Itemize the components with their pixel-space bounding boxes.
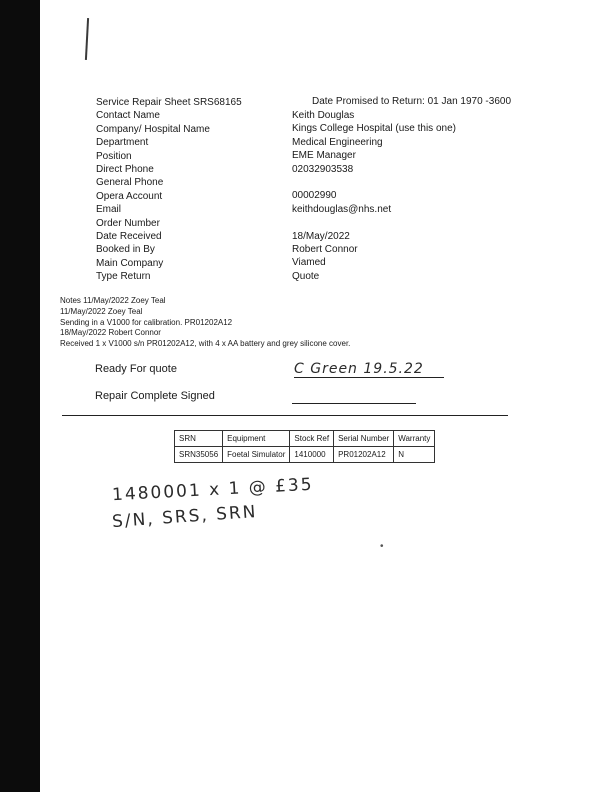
- label-type-return: Type Return: [96, 271, 151, 283]
- label-contact-name: Contact Name: [96, 110, 160, 122]
- cell-srn: SRN35056: [175, 447, 223, 463]
- col-stock-ref: Stock Ref: [290, 431, 334, 447]
- cell-equipment: Foetal Simulator: [223, 447, 290, 463]
- value-general-phone: [292, 176, 532, 189]
- value-order-number: [292, 216, 532, 229]
- col-warranty: Warranty: [394, 431, 435, 447]
- label-booked-in-by: Booked in By: [96, 244, 155, 256]
- value-position: EME Manager: [292, 150, 356, 162]
- value-date-received: 18/May/2022: [292, 230, 350, 242]
- label-date-received: Date Received: [96, 230, 162, 242]
- note-line: 18/May/2022 Robert Connor: [60, 328, 161, 338]
- cell-warranty: N: [394, 447, 435, 463]
- repair-complete-label: Repair Complete Signed: [95, 390, 215, 402]
- label-position: Position: [96, 150, 132, 162]
- label-company: Company/ Hospital Name: [96, 123, 210, 135]
- col-serial-number: Serial Number: [334, 431, 394, 447]
- ready-signature: C Green 19.5.22: [294, 361, 444, 378]
- value-email: keithdouglas@nhs.net: [292, 203, 392, 215]
- cell-serial-number: PR01202A12: [334, 447, 394, 463]
- value-booked-in-by: Robert Connor: [292, 243, 358, 255]
- repair-complete-signature-line: [292, 403, 416, 404]
- note-line: Notes 11/May/2022 Zoey Teal: [60, 296, 166, 305]
- ready-for-quote-label: Ready For quote: [95, 363, 177, 375]
- label-order-number: Order Number: [96, 217, 160, 229]
- handwritten-line-2: S/N, SRS, SRN: [111, 501, 259, 533]
- note-line: 11/May/2022 Zoey Teal: [60, 306, 143, 316]
- divider: [62, 415, 508, 416]
- stray-mark: •: [380, 541, 384, 552]
- cell-stock-ref: 1410000: [290, 447, 334, 463]
- note-line: Sending in a V1000 for calibration. PR01202A12: [60, 317, 233, 327]
- note-line: Received 1 x V1000 s/n PR01202A12, with 4 x AA battery and grey silicone cover.: [60, 339, 351, 349]
- header-labels: [96, 96, 296, 283]
- value-type-return: Quote: [292, 270, 320, 282]
- col-srn: SRN: [175, 431, 223, 447]
- label-direct-phone: Direct Phone: [96, 163, 154, 175]
- value-opera-account: 00002990: [292, 190, 337, 202]
- col-equipment: Equipment: [223, 431, 290, 447]
- scan-edge: [0, 0, 40, 792]
- label-general-phone: General Phone: [96, 177, 164, 189]
- table-row: [175, 447, 435, 463]
- value-department: Medical Engineering: [292, 136, 383, 148]
- table-header-row: [175, 431, 435, 447]
- srn-table: [174, 430, 435, 463]
- label-email: Email: [96, 204, 122, 216]
- value-contact-name: Keith Douglas: [292, 110, 355, 121]
- label-opera-account: Opera Account: [96, 190, 163, 202]
- notes-block: [60, 296, 350, 350]
- sheet-title: Service Repair Sheet SRS68165: [96, 97, 242, 108]
- value-direct-phone: 02032903538: [292, 163, 354, 175]
- value-company: Kings College Hospital (use this one): [292, 123, 456, 135]
- header-values: [292, 109, 532, 283]
- pen-mark: [85, 18, 89, 60]
- value-main-company: Viamed: [292, 257, 326, 269]
- date-promised: Date Promised to Return: 01 Jan 1970 -3600: [312, 96, 512, 107]
- label-main-company: Main Company: [96, 257, 164, 269]
- handwritten-line-1: 1480001 x 1 @ £35: [111, 474, 315, 506]
- label-department: Department: [96, 137, 149, 149]
